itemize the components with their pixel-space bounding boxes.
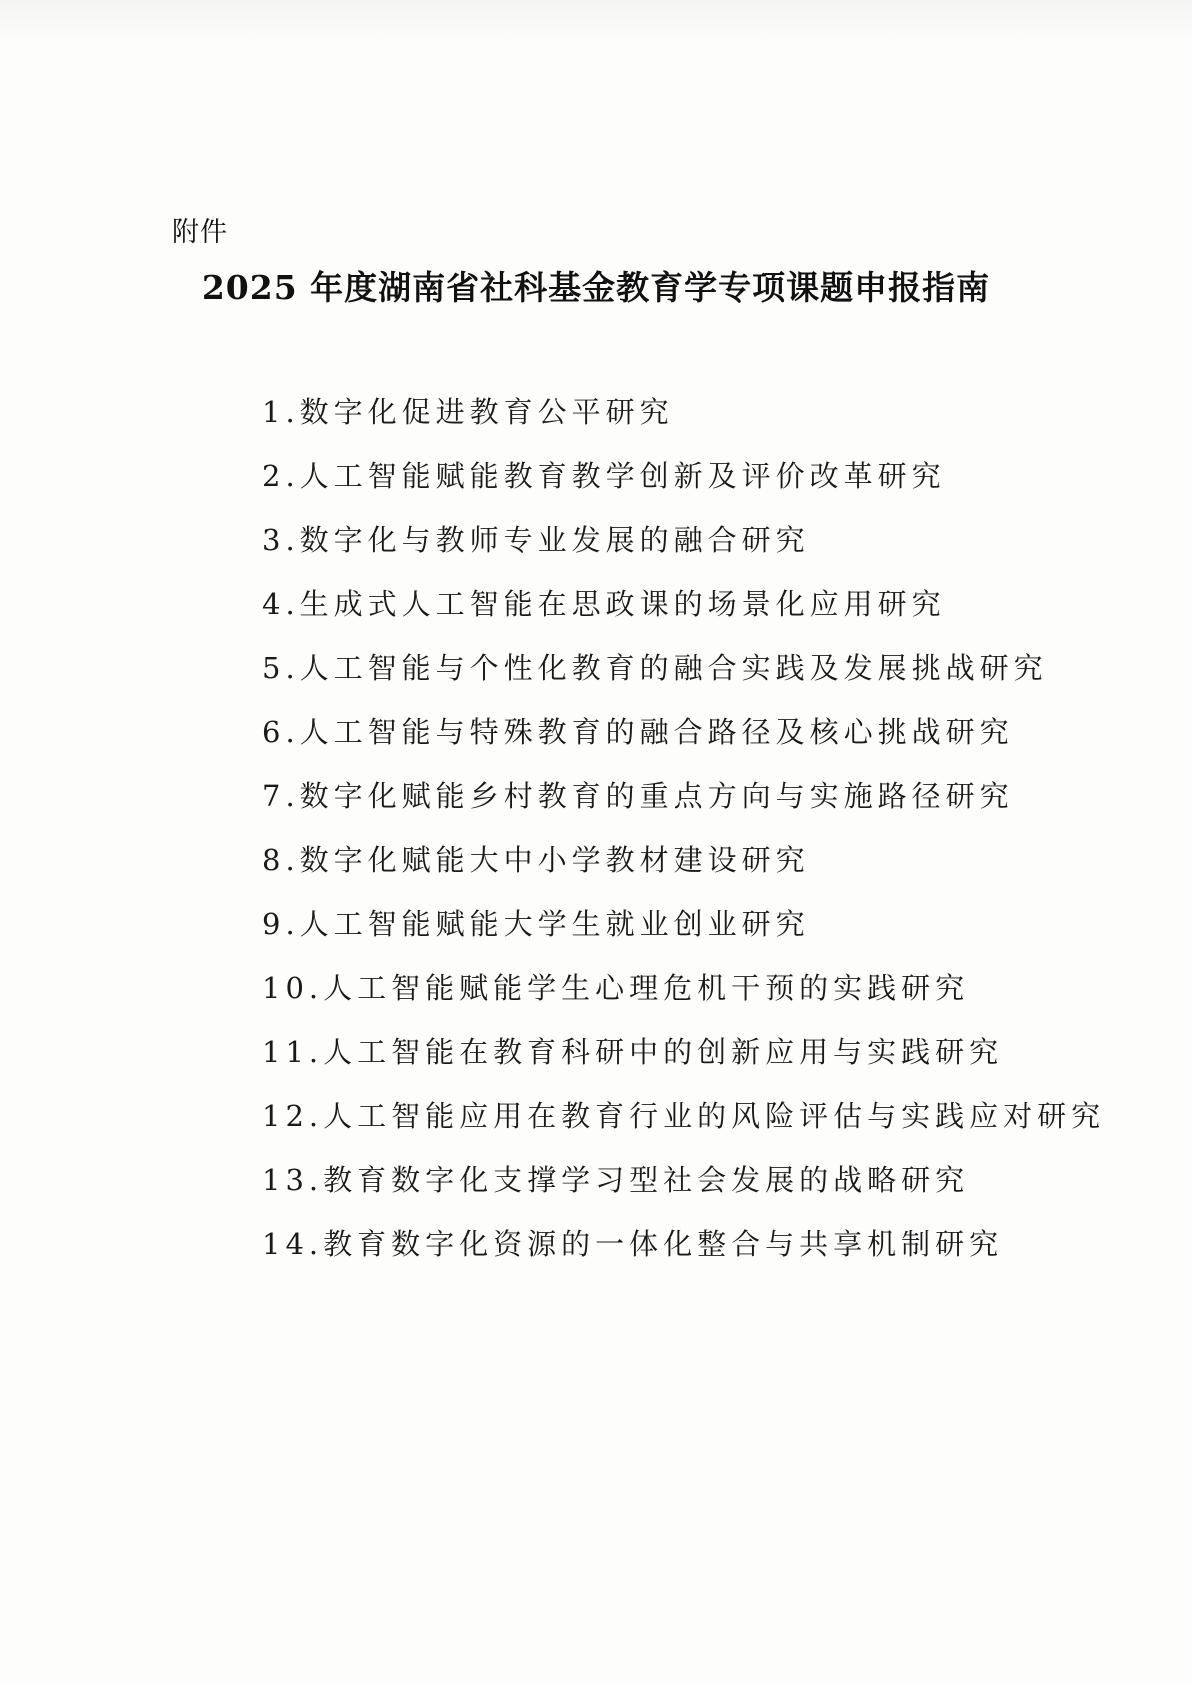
topic-item: 7.数字化赋能乡村教育的重点方向与实施路径研究 [262, 779, 1014, 813]
document-title: 2025 年度湖南省社科基金教育学专项课题申报指南 [201, 268, 991, 307]
attachment-label: 附件 [172, 217, 228, 248]
topic-item: 3.数字化与教师专业发展的融合研究 [262, 523, 810, 557]
topic-item: 6.人工智能与特殊教育的融合路径及核心挑战研究 [262, 715, 1014, 749]
topic-item: 10.人工智能赋能学生心理危机干预的实践研究 [262, 971, 970, 1005]
topic-item: 2.人工智能赋能教育教学创新及评价改革研究 [262, 459, 946, 493]
topic-item: 9.人工智能赋能大学生就业创业研究 [262, 907, 810, 941]
topic-item: 14.教育数字化资源的一体化整合与共享机制研究 [262, 1227, 1004, 1261]
topic-item: 1.数字化促进教育公平研究 [262, 395, 674, 429]
topic-item: 4.生成式人工智能在思政课的场景化应用研究 [262, 587, 946, 621]
topic-item: 13.教育数字化支撑学习型社会发展的战略研究 [262, 1163, 970, 1197]
topic-item: 5.人工智能与个性化教育的融合实践及发展挑战研究 [262, 651, 1048, 685]
topic-item: 12.人工智能应用在教育行业的风险评估与实践应对研究 [262, 1099, 1106, 1133]
topic-item: 11.人工智能在教育科研中的创新应用与实践研究 [262, 1035, 1004, 1069]
topic-list [262, 392, 1105, 1288]
scan-shading [0, 0, 1192, 40]
topic-item: 8.数字化赋能大中小学教材建设研究 [262, 843, 810, 877]
